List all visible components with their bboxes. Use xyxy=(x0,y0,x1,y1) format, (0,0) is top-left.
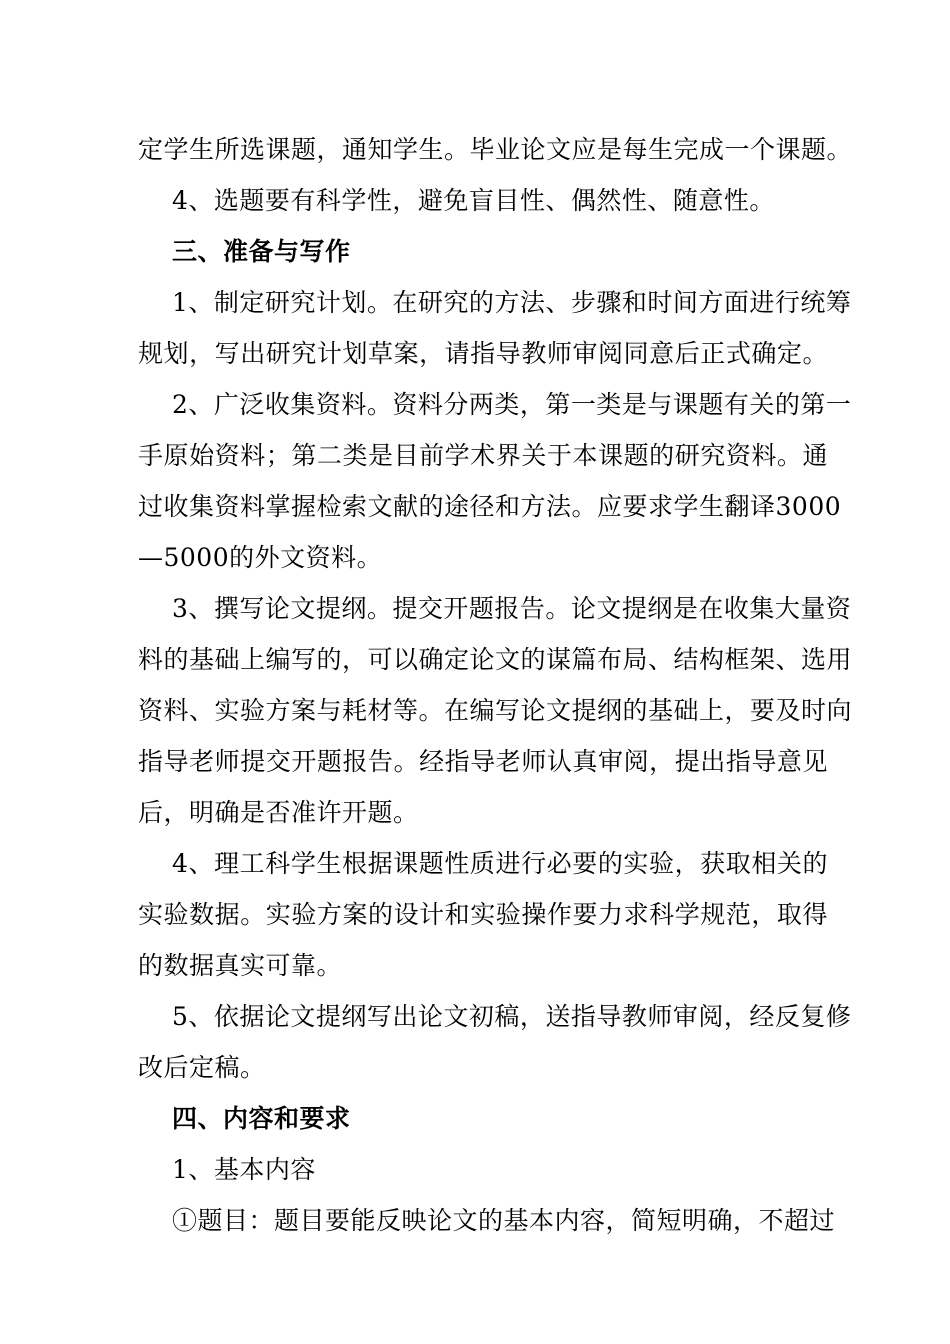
text-line: 的数据真实可靠。 xyxy=(138,951,343,980)
document-page xyxy=(138,124,853,1246)
text-line: 4、选题要有科学性，避免盲目性、偶然性、随意性。 xyxy=(172,186,775,215)
text-line: ①题目：题目要能反映论文的基本内容，简短明确，不超过 xyxy=(172,1206,836,1235)
text-line: 过收集资料掌握检索文献的途径和方法。应要求学生翻译3000 xyxy=(138,492,842,521)
section-heading: 四、内容和要求 xyxy=(172,1104,351,1133)
text-line: 规划，写出研究计划草案，请指导教师审阅同意后正式确定。 xyxy=(138,339,828,368)
text-line: 改后定稿。 xyxy=(138,1053,266,1082)
text-line: 资料、实验方案与耗材等。在编写论文提纲的基础上，要及时向 xyxy=(138,696,853,725)
text-line: 1、基本内容 xyxy=(172,1155,316,1184)
text-line: 5、依据论文提纲写出论文初稿，送指导教师审阅，经反复修 xyxy=(172,1002,852,1031)
section-heading: 三、准备与写作 xyxy=(172,237,351,266)
text-line: 2、广泛收集资料。资料分两类，第一类是与课题有关的第一 xyxy=(172,390,852,419)
text-line: —5000的外文资料。 xyxy=(138,543,383,572)
text-line: 4、理工科学生根据课题性质进行必要的实验，获取相关的 xyxy=(172,849,828,878)
text-line: 1、制定研究计划。在研究的方法、步骤和时间方面进行统筹 xyxy=(172,288,852,317)
text-line: 料的基础上编写的，可以确定论文的谋篇布局、结构框架、选用 xyxy=(138,645,853,674)
text-line: 实验数据。实验方案的设计和实验操作要力求科学规范，取得 xyxy=(138,900,828,929)
text-line: 后，明确是否准许开题。 xyxy=(138,798,419,827)
text-line: 3、撰写论文提纲。提交开题报告。论文提纲是在收集大量资 xyxy=(172,594,852,623)
text-line: 定学生所选课题，通知学生。毕业论文应是每生完成一个课题。 xyxy=(138,135,853,164)
text-line: 手原始资料；第二类是目前学术界关于本课题的研究资料。通 xyxy=(138,441,828,470)
text-line: 指导老师提交开题报告。经指导老师认真审阅，提出指导意见 xyxy=(138,747,828,776)
